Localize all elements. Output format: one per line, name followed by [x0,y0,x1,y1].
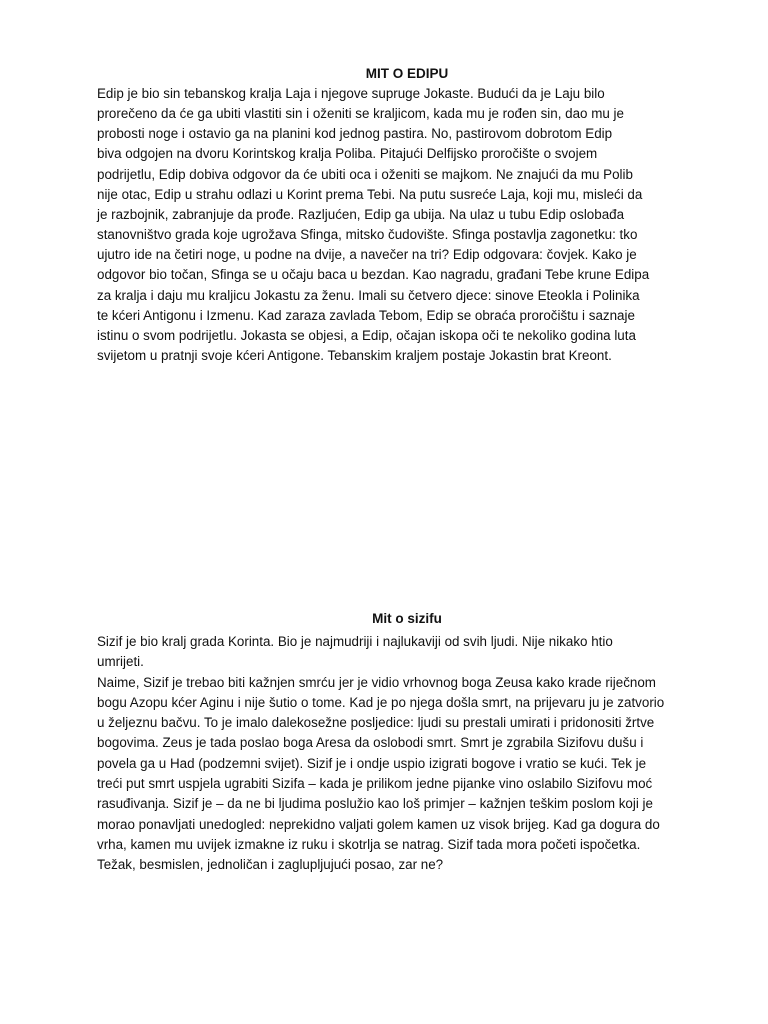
sizif-body: Sizif je bio kralj grada Korinta. Bio je najmudriji i najlukaviji od svih ljudi. Nije nikako htio umrijeti. Naime, Sizif je trebao biti kažnjen smrću jer je vidio vrhovnog boga Zeusa kako krade riječnom bogu Azopu kćer Aginu i nije šutio o tome. Kad je po njega došla smrt, na prijevaru ju je zatvorio u željeznu bačvu. To je imalo dalekosežne posljedice: ljudi su prestali umirati i pridonositi žrtve bogovima. Zeus je tada poslao boga Aresa da oslobodi smrt. Smrt je zgrabila Sizifovu dušu i povela ga u Had (podzemni svijet). Sizif je i ondje uspio izigrati bogove i vratio se kući. Tek je treći put smrt uspjela ugrabiti Sizifa – kada je prilikom jedne pijanke vino oslabilo Sizifovu moć rasuđivanja. Sizif je – da ne bi ljudima poslužio kao loš primjer – kažnjen teškim poslom koji je morao ponavljati unedogled: neprekidno valjati golem kamen uz visok brijeg. Kad ga dogura do vrha, kamen mu uvijek izmakne iz ruku i skotrlja se natrag. Sizif tada mora početi ispočetka. Težak, besmislen, jednoličan i zaglupljujući posao, zar ne? [97,634,665,873]
sizif-title: Mit o sizifu [372,611,442,626]
edip-section [97,64,717,366]
sizif-section [97,608,717,876]
edip-body: Edip je bio sin tebanskog kralja Laja i njegove supruge Jokaste. Budući da je Laju bilo prorečeno da će ga ubiti vlastiti sin i oženiti se kraljicom, kada mu je rođen sin, dao mu je probosti noge i ostavio ga na planini kod jednog pastira. No, pastirovom dobrotom Edip biva odgojen na dvoru Korintskog kralja Poliba. Pitajući Delfijsko proročište o svojem podrijetlu, Edip dobiva odgovor da će ubiti oca i oženiti se majkom. Ne znajući da mu Polib nije otac, Edip u strahu odlazi u Korint prema Tebi. Na putu susreće Laja, koji mu, misleći da je razbojnik, zabranjuje da prođe. Razljućen, Edip ga ubija. Na ulaz u tubu Edip oslobađa stanovništvo grada koje ugrožava Sfinga, mitsko čudovište. Sfinga postavlja zagonetku: tko ujutro ide na četiri noge, u podne na dvije, a navečer na tri? Edip odgovara: čovjek. Kako je odgovor bio točan, Sfinga se u očaju baca u bezdan. Kao nagradu, građani Tebe krune Edipa za kralja i daju mu kraljicu Jokastu za ženu. Imali su četvero djece: sinove Eteokla i Polinika te kćeri Antigonu i Izmenu. Kad zaraza zavlada Tebom, Edip se obraća proročištu i saznaje istinu o svom podrijetlu. Jokasta se objesi, a Edip, očajan iskopa oči te nekoliko godina luta svijetom u pratnji svoje kćeri Antigone. Tebanskim kraljem postaje Jokastin brat Kreont. [97,86,650,364]
edip-title: MIT O EDIPU [365,66,449,81]
